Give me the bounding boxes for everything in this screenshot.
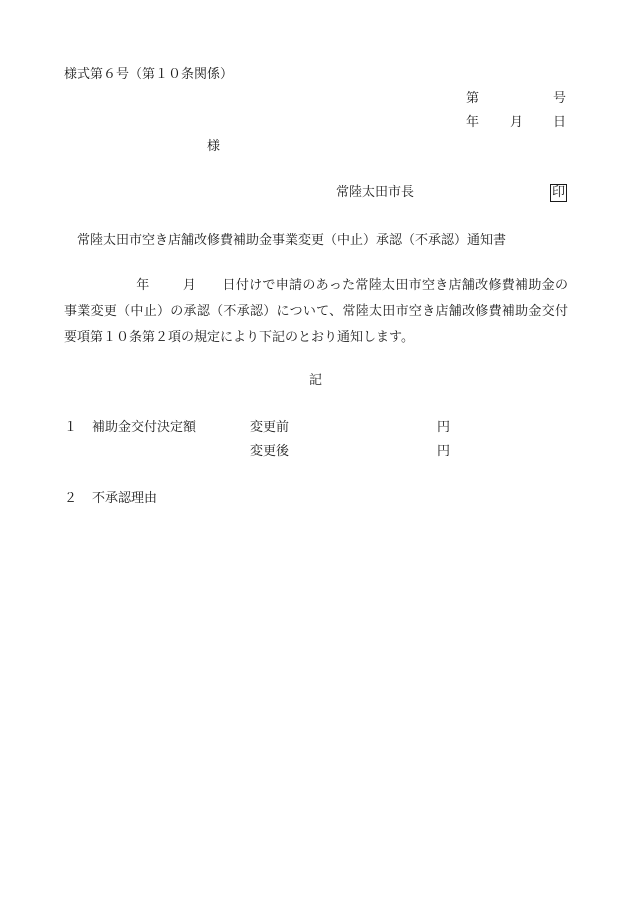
item-2-label: 不承認理由 bbox=[92, 491, 158, 506]
document-title: 常陸太田市空き店舗改修費補助金事業変更（中止）承認（不承認）通知書 bbox=[77, 233, 507, 248]
doc-number-suffix: 号 bbox=[553, 91, 567, 106]
item-1-label: 補助金交付決定額 bbox=[92, 420, 197, 435]
after-change-label: 変更後 bbox=[250, 444, 290, 459]
body-paragraph bbox=[64, 273, 568, 351]
addressee-suffix: 様 bbox=[207, 139, 221, 154]
item-1-number: １ bbox=[64, 420, 78, 435]
body-month-label: 月 bbox=[182, 278, 197, 293]
seal-mark: 印 bbox=[552, 185, 566, 200]
before-change-label: 変更前 bbox=[250, 420, 290, 435]
ki-heading: 記 bbox=[309, 373, 323, 388]
form-number: 様式第６号（第１０条関係） bbox=[64, 67, 234, 82]
date-year-label: 年 bbox=[466, 115, 480, 130]
after-change-unit: 円 bbox=[437, 444, 451, 459]
issuer-name: 常陸太田市長 bbox=[336, 185, 415, 200]
date-day-label: 日 bbox=[553, 115, 567, 130]
before-change-unit: 円 bbox=[437, 420, 451, 435]
body-year-label: 年 bbox=[136, 278, 150, 293]
doc-number-prefix: 第 bbox=[466, 91, 480, 106]
body-text: 日付けで申請のあった常陸太田市空き店舗改修費補助金の事業変更（中止）の承認（不承認）について、常陸太田市空き店舗改修費補助金交付要項第１０条第２項の規定により下記のとおり通知します。 bbox=[64, 278, 568, 345]
date-month-label: 月 bbox=[510, 115, 524, 130]
item-2-number: ２ bbox=[64, 491, 78, 506]
